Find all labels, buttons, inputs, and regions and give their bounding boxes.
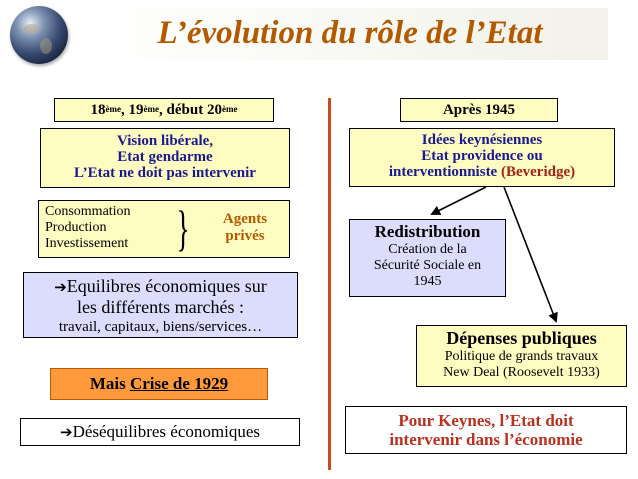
- redis-line: Création de la: [388, 242, 467, 257]
- crise-underlined: Crise de 1929: [129, 374, 229, 393]
- conclusion-line: intervenir dans l’économie: [389, 430, 583, 449]
- arrow-right-icon: ➔: [59, 423, 73, 441]
- arrow-to-depenses: [504, 187, 556, 321]
- agents-line: privés: [225, 228, 265, 244]
- eq-line: Equilibres économiques sur: [66, 276, 267, 296]
- dep-line: Politique de grands travaux: [444, 349, 599, 364]
- agents-line: Agents: [222, 211, 268, 227]
- liberal-line: Vision libérale,: [116, 133, 214, 149]
- liberal-line: Etat gendarme: [117, 149, 213, 165]
- liberal-line: L’Etat ne doit pas intervenir: [74, 165, 256, 181]
- cons-item: Investissement: [45, 236, 129, 251]
- page-title: L’évolution du rôle de l’Etat: [157, 15, 543, 51]
- dep-line: New Deal (Roosevelt 1933): [443, 365, 600, 380]
- cons-item: Production: [45, 220, 107, 235]
- keyn-line: Etat providence ou: [421, 148, 543, 164]
- depenses-heading: Dépenses publiques: [446, 328, 597, 348]
- beveridge-label: (Beveridge): [500, 164, 576, 180]
- deseq-text: Déséquilibres économiques: [72, 422, 260, 441]
- keyn-line: Idées keynésiennes: [421, 132, 543, 148]
- redistribution-heading: Redistribution: [374, 222, 481, 241]
- keyn-line: interventionniste: [388, 164, 501, 180]
- eq-line: les différents marchés :: [76, 297, 245, 317]
- conclusion-line: Pour Keynes, l’Etat doit: [398, 411, 574, 430]
- redis-line: Sécurité Sociale en: [373, 258, 482, 273]
- eq-line: travail, capitaux, biens/services…: [58, 319, 263, 335]
- redis-line: 1945: [413, 274, 442, 289]
- cons-item: Consommation: [45, 204, 131, 219]
- era-label-left: 18ème, 19ème, début 20ème: [54, 98, 274, 122]
- arrow-right-icon: ➔: [54, 278, 67, 296]
- arrow-to-redistribution: [432, 187, 486, 214]
- curly-brace-icon: }: [176, 200, 190, 256]
- era-label-right: Après 1945: [400, 98, 558, 122]
- crise-prefix: Mais: [89, 374, 130, 393]
